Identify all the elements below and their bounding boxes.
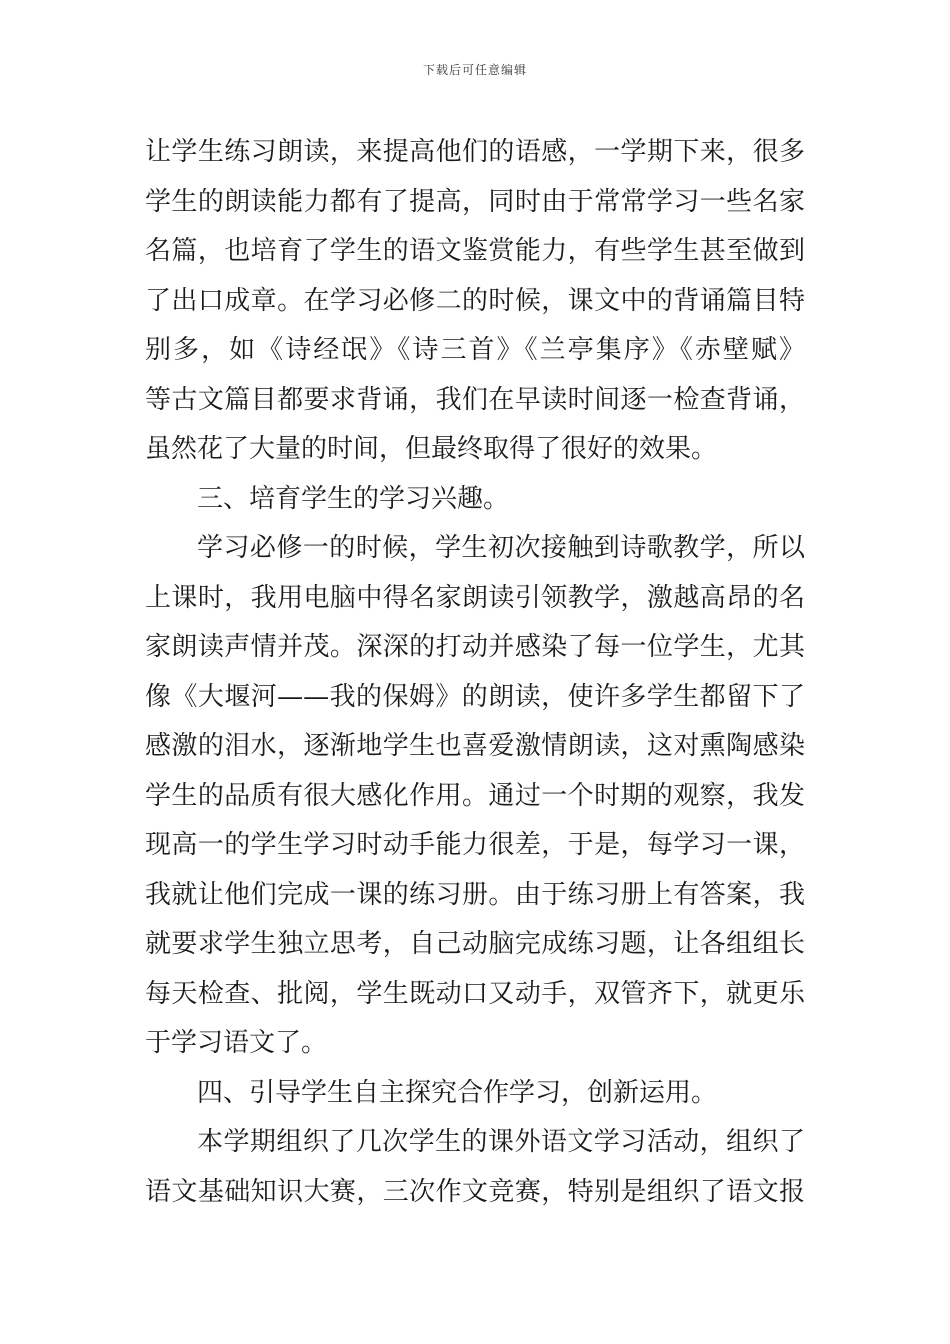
text-line: 别多，如《诗经氓》《诗三首》《兰亭集序》《赤壁赋》 [145,335,805,365]
text-line: 感激的泪水，逐渐地学生也喜爱激情朗读，这对熏陶感染 [145,731,805,761]
text-line: 现高一的学生学习时动手能力很差，于是，每学习一课， [145,830,805,860]
text-line: 家朗读声情并茂。深深的打动并感染了每一位学生，尤其 [145,632,805,662]
text-line: 学生的品质有很大感化作用。通过一个时期的观察，我发 [145,780,805,811]
text-line: 等古文篇目都要求背诵，我们在早读时间逐一检查背诵， [145,384,805,415]
text-line: 于学习语文了。 [145,1028,328,1058]
text-line: 像《大堰河——我的保姆》的朗读，使许多学生都留下了 [145,681,805,712]
text-line: 语文基础知识大赛，三次作文竞赛，特别是组织了语文报 [145,1176,805,1207]
section-heading: 四、引导学生自主探究合作学习，创新运用。 [197,1077,718,1108]
page-header: 下载后可任意编辑 [422,63,527,77]
text-line: 名篇，也培育了学生的语文鉴赏能力，有些学生甚至做到 [145,236,805,266]
text-line: 虽然花了大量的时间，但最终取得了很好的效果。 [145,434,718,464]
text-line: 学习必修一的时候，学生初次接触到诗歌教学，所以 [197,533,805,563]
section-heading: 三、培育学生的学习兴趣。 [197,483,510,514]
text-line: 我就让他们完成一课的练习册。由于练习册上有答案，我 [145,879,805,910]
text-line: 上课时，我用电脑中得名家朗读引领教学，激越高昂的名 [145,582,805,613]
text-line: 了出口成章。在学习必修二的时候，课文中的背诵篇目特 [145,285,805,316]
text-line: 本学期组织了几次学生的课外语文学习活动，组织了 [197,1127,805,1157]
text-line: 让学生练习朗读，来提高他们的语感，一学期下来，很多 [145,137,805,167]
text-line: 学生的朗读能力都有了提高，同时由于常常学习一些名家 [145,186,805,217]
text-line: 每天检查、批阅，学生既动口又动手，双管齐下，就更乐 [145,978,805,1009]
document-body [145,128,805,1217]
text-line: 就要求学生独立思考，自己动脑完成练习题，让各组组长 [145,929,805,959]
